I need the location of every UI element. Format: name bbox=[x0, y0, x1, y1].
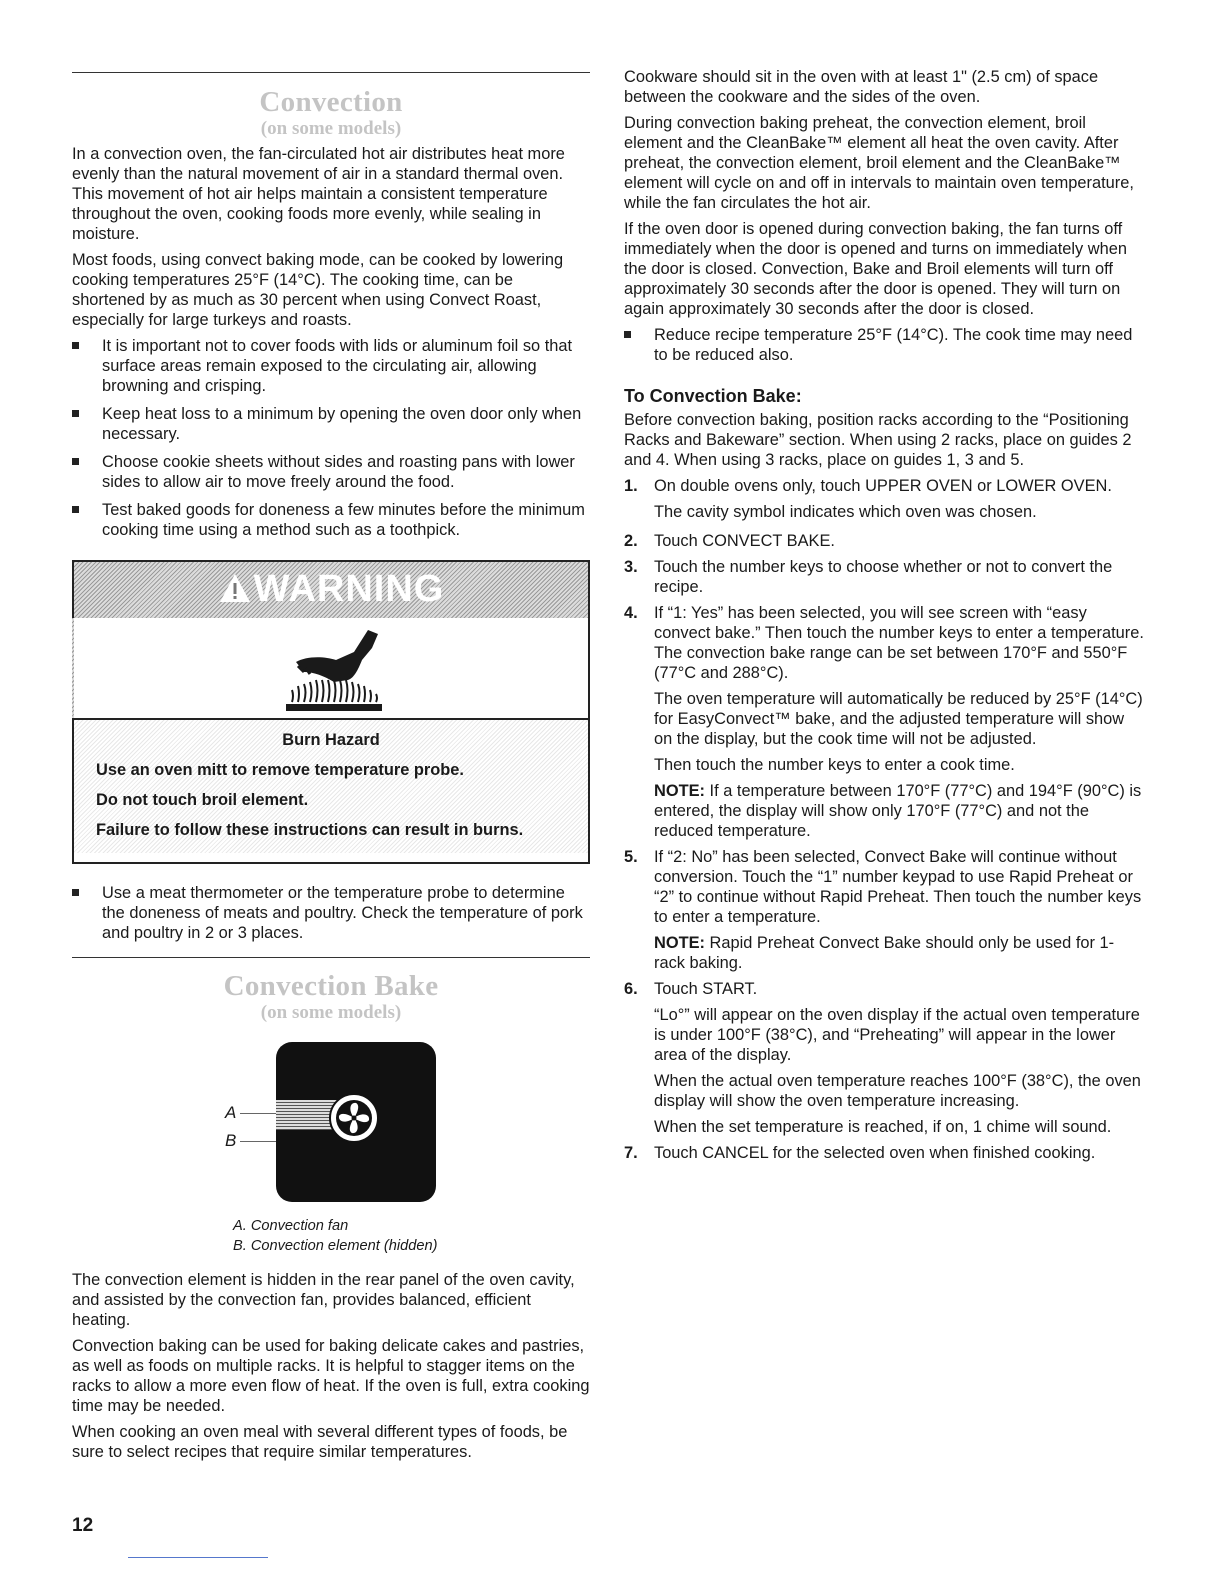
step-1: 1. On double ovens only, touch UPPER OVEN or LOWER OVEN. The cavity symbol indicates which oven was chosen. bbox=[624, 477, 1112, 521]
thermometer-bullet-list bbox=[72, 883, 590, 943]
right-paragraph-2: During convection baking preheat, the convection element, broil element and the CleanBake™ element all heat the oven cavity. After preheat, the convection element, broil element and the CleanBake™ element will cycle on and off in intervals to maintain oven temperature, while the fan circulates the hot air. bbox=[624, 114, 1134, 212]
bullet-square-icon bbox=[72, 410, 79, 417]
convection-bake-text bbox=[72, 1270, 590, 1462]
list-item: Test baked goods for doneness a few minutes before the minimum cooking time using a method such as a toothpick. bbox=[72, 500, 590, 540]
warning-hazard-title: Burn Hazard bbox=[282, 731, 380, 749]
step-2: 2. Touch CONVECT BAKE. bbox=[624, 532, 835, 550]
convection-title: Convection bbox=[259, 86, 403, 118]
callout-label-a: A bbox=[225, 1103, 237, 1122]
list-item: Keep heat loss to a minimum by opening the oven door only when necessary. bbox=[72, 404, 590, 444]
callout-label-b: B bbox=[225, 1131, 237, 1150]
section-rule-top bbox=[72, 72, 590, 73]
burn-hazard-icon bbox=[284, 626, 394, 717]
caption-a: A. Convection fan bbox=[233, 1218, 349, 1234]
bullet-square-icon bbox=[624, 331, 631, 338]
convection-bake-title: Convection Bake bbox=[223, 970, 439, 1002]
bake-paragraph-1: The convection element is hidden in the rear panel of the oven cavity, and assisted by the convection fan, provides balanced, efficient heating. bbox=[72, 1271, 575, 1329]
step-6: 6. Touch START. “Lo°” will appear on the oven display if the actual oven temperature is under 100°F (38°C), and “Preheating” will appear in the lower area of the display. When the actual oven temperature reaches 100°F (38°C), the oven display will show the oven temperature increasing. When the set temperature is reached, if on, 1 chime will sound. bbox=[624, 980, 1141, 1136]
step-5: 5. If “2: No” has been selected, Convect Bake will continue without conversion. Touch the “1” number keypad to use Rapid Preheat or “2” to continue without Rapid Preheat. Then touch the number keys to enter a temperature. NOTE: Rapid Preheat Convect Bake should only be used for 1-rack baking. bbox=[624, 848, 1142, 972]
bullet-square-icon bbox=[72, 342, 79, 349]
convection-bullet-list bbox=[72, 336, 590, 540]
note-label: NOTE: bbox=[654, 782, 705, 800]
page-number: 12 bbox=[72, 1515, 94, 1536]
list-item: Choose cookie sheets without sides and roasting pans with lower sides to allow air to move freely around the food. bbox=[72, 452, 590, 492]
figure-captions bbox=[233, 1216, 437, 1256]
oven-cavity-illustration bbox=[276, 1042, 436, 1202]
warning-triangle-icon bbox=[218, 571, 252, 614]
bullet-square-icon bbox=[72, 889, 79, 896]
bake-paragraph-2: Convection baking can be used for baking delicate cakes and pastries, as well as foods on multiple racks. It is helpful to stagger items on the racks to allow a more even flow of heat. If the oven is full, extra cooking time may be needed. bbox=[72, 1337, 590, 1415]
warning-body bbox=[74, 720, 588, 853]
convection-paragraph-2: Most foods, using convect baking mode, can be cooked by lowering cooking temperatures 25°F (14°C). The cooking time, can be shortened by as much as 30 percent when using Convect Roast, especially for large turkeys and roasts. bbox=[72, 251, 564, 329]
right-paragraph-1: Cookware should sit in the oven with at least 1" (2.5 cm) of space between the cookware and the sides of the oven. bbox=[624, 68, 1099, 106]
convection-subtitle: (on some models) bbox=[260, 118, 402, 139]
warning-line-3: Failure to follow these instructions can result in burns. bbox=[96, 821, 524, 839]
to-convection-bake-intro: Before convection baking, position racks according to the “Positioning Racks and Bakeware” section. When using 2 racks, place on guides 2 and 4. When using 3 racks, place on guides 1, 3 and 5. bbox=[624, 411, 1132, 469]
right-paragraph-3: If the oven door is opened during convection baking, the fan turns off immediately when the door is opened and turns on immediately when the door is closed. Convection, Bake and Broil elements will turn off approximately 30 seconds after the door is opened. They will turn on again approximately 30 seconds after the door is closed. bbox=[624, 220, 1127, 318]
list-item: Reduce recipe temperature 25°F (14°C). The cook time may need to be reduced also. bbox=[624, 325, 1144, 365]
footer-line bbox=[128, 1557, 268, 1558]
warning-header bbox=[74, 562, 588, 618]
section-rule-bake bbox=[72, 957, 590, 958]
steps-list bbox=[624, 476, 1144, 1163]
warning-line-2: Do not touch broil element. bbox=[96, 791, 309, 809]
warning-icon-area bbox=[74, 618, 588, 720]
warning-box bbox=[72, 560, 590, 864]
callout-line-a bbox=[240, 1113, 276, 1114]
warning-line-1: Use an oven mitt to remove temperature probe. bbox=[96, 761, 464, 779]
bake-paragraph-3: When cooking an oven meal with several different types of foods, be sure to select recipes that require similar temperatures. bbox=[72, 1423, 568, 1461]
convection-paragraph-1: In a convection oven, the fan-circulated hot air distributes heat more evenly than the natural movement of air in a standard thermal oven. This movement of hot air helps maintain a consistent temperature throughout the oven, cooking foods more evenly, while sealing in moisture. bbox=[72, 145, 565, 243]
right-column bbox=[624, 67, 1144, 1163]
warning-header-text: WARNING bbox=[253, 568, 445, 610]
bullet-square-icon bbox=[72, 458, 79, 465]
to-convection-bake-heading: To Convection Bake: bbox=[624, 386, 802, 406]
right-bullet-list bbox=[624, 325, 1144, 365]
convection-fan-icon bbox=[328, 1092, 380, 1149]
step-3: 3. Touch the number keys to choose whether or not to convert the recipe. bbox=[624, 558, 1113, 596]
step-4: 4. If “1: Yes” has been selected, you will see screen with “easy convect bake.” Then touch the number keys to enter a temperature. The convection bake range can be set between 170°F and 550°F (77°C and 288°C). The oven temperature will automatically be reduced by 25°F (14°C) for EasyConvect™ bake, and the adjusted temperature will show on the display, but the cook time will not be adjusted. Then touch the number keys to enter a cook time. NOTE: If a temperature between 170°F (77°C) and 194°F (90°C) is entered, the display will show only 170°F (77°C) and not the reduced temperature. bbox=[624, 604, 1144, 840]
convection-bake-heading bbox=[72, 970, 590, 1024]
callout-line-b bbox=[240, 1141, 276, 1142]
step-7: 7. Touch CANCEL for the selected oven when finished cooking. bbox=[624, 1144, 1096, 1162]
caption-b: B. Convection element (hidden) bbox=[233, 1238, 438, 1254]
bullet-square-icon bbox=[72, 506, 79, 513]
left-column bbox=[72, 86, 590, 540]
left-column-lower bbox=[72, 883, 590, 943]
note-label: NOTE: bbox=[654, 934, 705, 952]
list-item: It is important not to cover foods with lids or aluminum foil so that surface areas remain exposed to the circulating air, allowing browning and crisping. bbox=[72, 336, 590, 396]
convection-bake-subtitle: (on some models) bbox=[260, 1002, 402, 1023]
list-item: Use a meat thermometer or the temperature probe to determine the doneness of meats and poultry. Check the temperature of pork and poultry in 2 or 3 places. bbox=[72, 883, 590, 943]
